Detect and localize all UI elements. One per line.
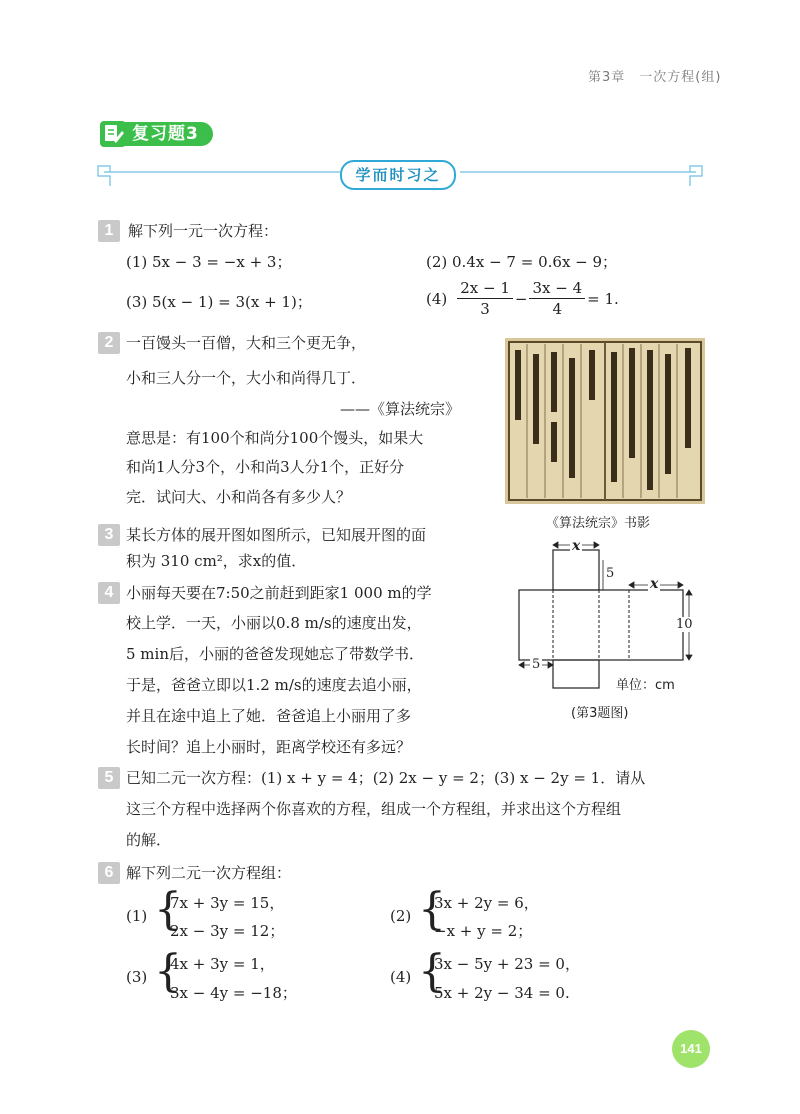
problem-4-line6: 长时间？追上小丽时，距离学校还有多远？ <box>126 738 412 756</box>
problem-4-line3: 5 min后，小丽的爸爸发现她忘了带数学书． <box>126 645 424 663</box>
problem-2-source: ——《算法统宗》 <box>340 400 461 418</box>
problem-5-line1: 已知二元一次方程：(1) x + y = 4；(2) 2x − y = 2；(3) x − 2y = 1．请从 <box>126 769 646 787</box>
problem-5-number: 5 <box>98 767 120 789</box>
equation-rhs: = 1. <box>587 289 619 308</box>
system-2-eq2: −x + y = 2； <box>434 922 533 940</box>
system-2-brace: { <box>418 884 446 935</box>
system-1-eq1: 7x + 3y = 15， <box>170 894 285 912</box>
system-2-eq1: 3x + 2y = 6， <box>434 894 539 912</box>
fraction-1 <box>457 278 513 319</box>
problem-3-line2: 积为 310 cm²，求x的值． <box>126 552 307 570</box>
problem-2-line4: 和尚1人分3个，小和尚3人分1个，正好分 <box>126 458 405 476</box>
problem-6-stem: 解下列二元一次方程组： <box>126 864 292 882</box>
problem-2-line3: 意思是：有100个和尚分100个馒头，如果大 <box>126 429 424 447</box>
page-number: 141 <box>672 1030 710 1068</box>
section-subtitle: 学而时习之 <box>340 160 456 190</box>
system-3-eq1: 4x + 3y = 1， <box>170 955 275 973</box>
problem-2-line1: 一百馒头一百僧，大和三个更无争， <box>126 334 367 352</box>
chapter-header: 第3章 一次方程(组) <box>588 70 722 85</box>
problem-1-stem: 解下列一元一次方程： <box>128 222 279 240</box>
problem-4-line1: 小丽每天要在7:50之前赶到距家1 000 m的学 <box>126 584 432 602</box>
problem-1-number: 1 <box>98 220 120 242</box>
minus-sign: − <box>514 289 528 308</box>
net-label-x-top: x <box>572 538 581 554</box>
fraction-2-denominator: 4 <box>552 300 563 318</box>
ancient-book-image <box>505 338 705 504</box>
section-title: 复习题3 <box>122 122 213 146</box>
fraction-2 <box>529 278 585 319</box>
system-1-label: (1) <box>126 907 148 925</box>
net-label-5-top: 5 <box>606 566 615 581</box>
problem-2-line5: 完．试问大、小和尚各有多少人？ <box>126 488 352 506</box>
system-3-label: (3) <box>126 968 148 986</box>
system-4-eq2: 5x + 2y − 34 = 0. <box>434 984 570 1002</box>
problem-3-line1: 某长方体的展开图如图所示，已知展开图的面 <box>126 526 427 544</box>
system-4-eq1: 3x − 5y + 23 = 0， <box>434 955 580 973</box>
problem-5-line3: 的解． <box>126 831 172 849</box>
system-1-eq2: 2x − 3y = 12； <box>170 922 285 940</box>
system-3-brace: { <box>154 946 182 997</box>
problem-5-line2: 这三个方程中选择两个你喜欢的方程，组成一个方程组，并求出这个方程组 <box>126 800 622 818</box>
problem-4-line4: 于是，爸爸立即以1.2 m/s的速度去追小丽， <box>126 676 422 694</box>
system-4-label: (4) <box>390 968 412 986</box>
net-label-x-right: x <box>650 576 659 592</box>
section-badge <box>100 120 213 148</box>
system-1-brace: { <box>154 884 182 935</box>
net-label-10: 10 <box>676 617 693 632</box>
problem-1d-label: (4) <box>426 289 448 308</box>
fraction-1-numerator: 2x − 1 <box>457 278 513 299</box>
system-2-label: (2) <box>390 907 412 925</box>
system-4-brace: { <box>418 946 446 997</box>
problem-1d <box>426 278 619 319</box>
system-3-eq2: 3x − 4y = −18； <box>170 984 297 1002</box>
net-figure-caption: (第3题图) <box>571 706 629 721</box>
problem-4-line2: 校上学．一天，小丽以0.8 m/s的速度出发， <box>126 614 422 632</box>
problem-1b: (2) 0.4x − 7 = 0.6x − 9； <box>426 253 618 271</box>
net-label-5-left: 5 <box>532 657 541 672</box>
problem-6-number: 6 <box>98 862 120 884</box>
problem-1c: (3) 5(x − 1) = 3(x + 1)； <box>126 293 312 311</box>
problem-3-number: 3 <box>98 524 120 546</box>
problem-4-line5: 并且在途中追上了她．爸爸追上小丽用了多 <box>126 707 412 725</box>
problem-4-number: 4 <box>98 582 120 604</box>
problem-2-line2: 小和三人分一个，大小和尚得几丁． <box>126 369 367 387</box>
fraction-2-numerator: 3x − 4 <box>529 278 585 299</box>
pencil-note-icon <box>100 121 126 147</box>
problem-1a: (1) 5x − 3 = −x + 3； <box>126 253 292 271</box>
problem-2-number: 2 <box>98 332 120 354</box>
book-image-caption: 《算法统宗》书影 <box>546 516 651 531</box>
net-unit-label: 单位：cm <box>616 678 675 693</box>
fraction-1-denominator: 3 <box>480 300 490 318</box>
